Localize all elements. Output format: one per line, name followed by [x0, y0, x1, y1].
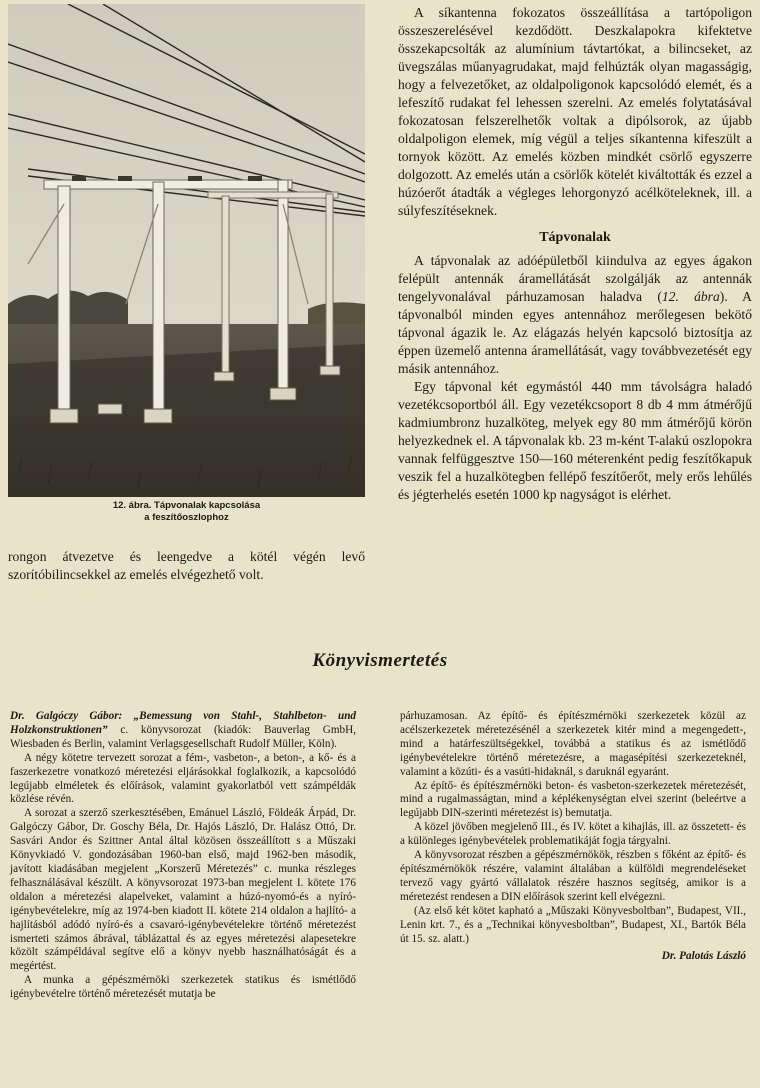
- figure-photo: [8, 4, 365, 497]
- caption-line-1: 12. ábra. Tápvonalak kapcsolása: [112, 500, 261, 511]
- left-column-continuation: rongon átvezetve és leengedve a kötél végén levő szorítóbilincsekkel az emelés elvégezhető volt.: [8, 549, 365, 582]
- caption-line-2: a feszítőoszlophoz: [144, 512, 229, 523]
- figure-caption: [8, 500, 365, 524]
- section-title-book-review: Könyvismertetés: [312, 650, 448, 671]
- figure-reference: 12. ábra: [661, 289, 720, 304]
- review-column-left: [10, 710, 356, 1002]
- review-intro: [10, 710, 356, 752]
- review-author: Dr. Galgóczy Gábor:: [10, 710, 123, 722]
- review-paragraph: A négy kötetre tervezett sorozat a fém-, vasbeton-, a beton-, a kő- és a faszerkezetre vonatkozó méretezési eljárásokkal foglalkozik, a kapcsolódó legújabb elméletek és előírások, valamint gyakorlatból vett számpéldák közlése révén.: [10, 751, 356, 806]
- review-paragraph: A közel jövőben megjelenő III., és IV. kötet a kihajlás, ill. az összetett- és a különleges igénybevételek problematikáját fogja tárgyalni.: [400, 821, 746, 848]
- review-paragraph: (Az első két kötet kapható a „Műszaki Könyvesboltban”, Budapest, VII., Lenin krt. 7., és a „Technikai könyvesboltban”, Budapest, XI., Bartók Béla út 15. sz. alatt.): [400, 904, 746, 945]
- paragraph-antenna-assembly: A síkantenna fokozatos összeállítása a tartópoligon összeszerelésével kezdődött. Deszkalapokra kifektetve összekapcsolták az alumínium távtartókat, a bilincseket, az üvegszálas műanyagrudakat, majd felhúzták olyan magasságig, hogy a felvezetőket, az oldalpoligonok kapcsolódó elemét, és a lefeszítő rudakat fel lehessen szerelni. Az emelés folytatásával fokozatosan felszerelhetők voltak a dipólsorok, az újabb oldalpoligon elemek, míg végül a teljes síkantenna kifeszült a tornyok között. Az emelés közben mindkét csörlő egyszerre dolgozott. Az emelés után a csörlők kötelét kiváltották és ezzel a húzóerőt átadták a végleges lehorgonyzó acélköteleknek, ill. a súlyfeszítéseknek.: [398, 5, 752, 218]
- review-paragraph: A munka a gépészmérnöki szerkezetek statikus és ismétlődő igénybevételre történő méretezését mutatja be: [10, 974, 356, 1001]
- review-signature: Dr. Palotás László: [661, 950, 746, 963]
- paragraph-feeder-construction: Egy tápvonal két egymástól 440 mm távolságra haladó vezetékcsoportból áll. Egy vezetékcsoport 8 db 4 mm átmérőjű kadmiumbronz huzalköteg, melyek egy 80 mm átmérőjű körön helyezkednek el. A tápvonalak kb. 23 m-ként T-alakú oszlopokra vannak felfüggesztve 150—160 méterenként pedig feszítőkapuk veszik fel a huzalkötegben fellépő feszítőerőt, mely erős lehűlés és jégterhelés esetén 1000 kp nagyságot is elérhet.: [398, 379, 752, 502]
- review-paragraph: Az építő- és építészmérnöki beton- és vasbeton-szerkezetek méretezését, mind a rugalmasságtan, mind a képlékenységtan elvei szerint (beleértve a legújabb DIN-szerinti méretezést is) bemutatja.: [400, 779, 746, 820]
- review-paragraph: párhuzamosan. Az építő- és építészmérnöki szerkezetek közül az acélszerkezetek méretezésénél a szerkezetek kitér mind a megengedett-, mind a határfeszültségekkel, továbbá a statikus és az ismétlődő igénybevételekre történő méretezésre, a magasépítési szerkezeteknél, valamint a közúti- és a vasúti-hidaknál, s daruknál egyaránt.: [400, 710, 746, 778]
- book-title: „Bemessung von Stahl-, Stahlbeton- und Holzkonstruktionen”: [10, 710, 357, 736]
- review-paragraph: A sorozat a szerző szerkesztésében, Emánuel László, Földeák Árpád, Dr. Galgóczy Gábor, Dr. Goschy Béla, Dr. Hajós László, Dr. Halász Ottó, Dr. Sasvári Andor és Szittner Antal által közösen összeállított s a Műszaki Könyvkiadó V. gondozásában 1960-ban első, majd 1962-ben második, javított kiadásában megjelent „Korszerű Méretezés” c. munka részleges felhasználásával készült. A könyvsorozat 1973-ban megjelent I. kötete 176 oldalon a méretezési alapelveket, valamint a húzó-nyomó-és a nyíró-igénybevételekre, míg az 1974-ben kiadott II. kötete 214 oldalon a hajlító- a hajlításból adódó nyíró-és a csavaró-igénybevételekre történő méretezést ismerteti számos ábrával, táblázattal és az egyes méretezési alapesetekre közölt számpéldával segítve elő a könyv nyebb használhatóságát és a megértést.: [10, 807, 356, 973]
- review-paragraph: A könyvsorozat részben a gépészmérnökök, részben s főként az építő- és építészmérnökök részére, valamint általában a külföldi megrendeléseket tervező vagy gyártó vállalatok részére hasznos segítség, amikor is a méretezést rendesen a DIN előírások szerint kell elvégezni.: [400, 849, 746, 903]
- review-intro-text: c. könyvsorozat (kiadók: Bauverlag GmbH, Wiesbaden és Berlin, valamint Verlagsgesellschaft Rudolf Müller, Köln).: [10, 723, 356, 750]
- review-column-right: [400, 710, 746, 964]
- paragraph-feeder-lines: [398, 252, 752, 378]
- feeder-line-photo-illustration: [8, 4, 365, 497]
- paragraph-text: ). A tápvonalból minden egyes antennához merőlegesen bekötő tápvonal ágazik le. Az elágazás helyén kapcsoló biztosítja az éppen üzemelő antenna áramellátását, vagy továbbvezetését egy másik antennához.: [398, 289, 752, 376]
- right-column: [398, 4, 752, 504]
- subheading-feeder-lines: Tápvonalak: [539, 230, 611, 245]
- paragraph-text: A tápvonalak az adóépületből kiindulva az egyes ágakon felépült antennák áramellátását szolgálják az antennák tengelyvonalával párhuzamosan haladva (: [398, 253, 752, 304]
